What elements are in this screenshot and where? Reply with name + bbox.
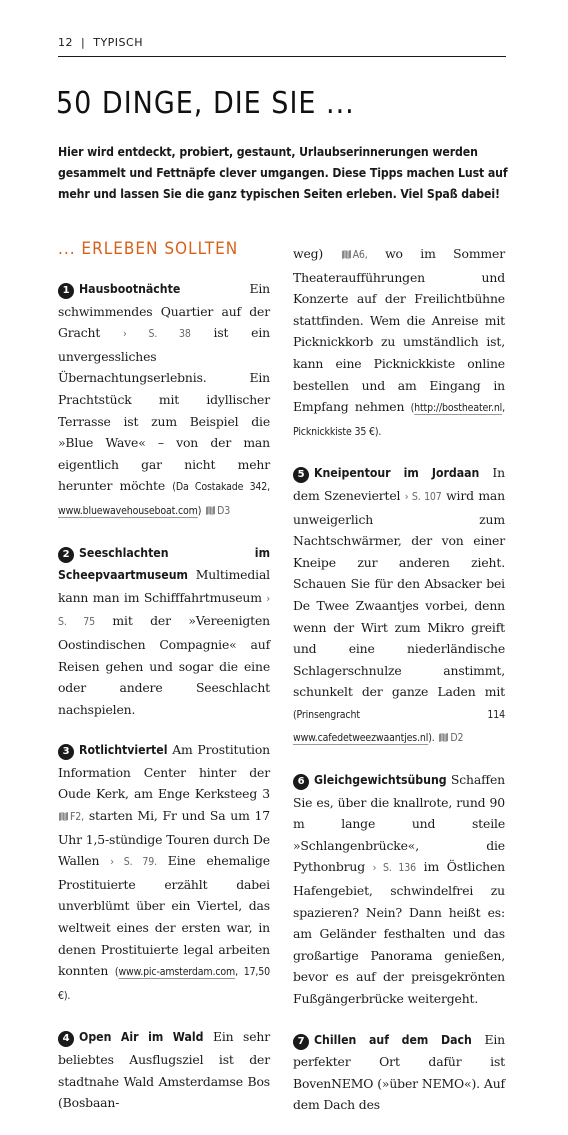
header-separator: | <box>81 36 86 49</box>
running-header <box>58 36 506 49</box>
tip-1 <box>58 278 270 523</box>
number-badge-icon: 4 <box>58 1031 74 1047</box>
map-icon <box>59 812 68 821</box>
number-badge-icon: 2 <box>58 547 74 563</box>
tip-2 <box>58 542 270 721</box>
tip-5 <box>293 462 505 750</box>
number-badge-icon: 1 <box>58 283 74 299</box>
website-link[interactable]: www.bluewavehouseboat.com <box>58 504 198 517</box>
page-reference[interactable]: › S. 75 <box>58 592 270 629</box>
intro-paragraph: Hier wird entdeckt, probiert, gestaunt, Urlaubserinnerungen werden gesammelt und Fettnäpfe clever umgangen. Diese Tipps machen Lust auf mehr und lassen Sie die ganz typischen Seiten erleben. Viel Spaß dabei! <box>58 145 508 201</box>
right-column <box>293 243 505 1135</box>
section-title: ... ERLEBEN SOLLTEN <box>58 239 239 259</box>
tip-title: Gleichgewichtsübung <box>314 773 447 788</box>
tip-text: Ein perfekter Ort dafür ist BovenNEMO (»über NEMO«). Auf dem Dach des <box>293 1031 505 1113</box>
tip-text: wo im Sommer Theateraufführungen und Konzerte auf der Freilichtbühne stattfinden. Wem die Anreise mit Picknickkorb zu umständlich ist, kann eine Picknickkiste online bestellen und am Eingang in Empfang nehmen <box>293 246 505 415</box>
tip-7 <box>293 1029 505 1116</box>
tip-text: starten Mi, Fr und Sa um 17 Uhr 1,5-stündige Touren durch De Wallen <box>58 808 270 869</box>
page-number: 12 <box>58 36 73 49</box>
map-reference: A6, <box>352 249 368 261</box>
tip-text: Eine ehemalige Prostituierte erzählt dabei unverblümt über ein Viertel, das weltweit eines der ersten war, in denen Prostituierte legal arbeiten konnten <box>58 853 270 979</box>
page-reference[interactable]: › S. 38 <box>123 328 191 341</box>
tip-info: ). <box>428 732 435 745</box>
tip-title: Seeschlachten im Scheepvaartmuseum <box>58 545 270 583</box>
map-icon <box>342 250 351 259</box>
map-icon <box>439 733 448 742</box>
tip-text: Schaffen Sie es, über die knallrote, rund 90 m lange und steile »Schlangenbrücke«, die Pythonbrug <box>293 772 505 875</box>
map-icon <box>206 506 215 515</box>
tip-title: Open Air im Wald <box>79 1030 204 1045</box>
tip-text: ist ein unvergessliches Übernachtungserlebnis. Ein Prachtstück mit idyllischer Terrasse ist zum Beispiel die »Blue Wave« – von der man eigentlich gar nicht mehr herunter möchte <box>58 325 270 494</box>
tip-info: , Picknickkiste 35 €). <box>293 402 505 438</box>
tip-text: im Östlichen Hafengebiet, schwindelfrei zu spazieren? Nein? Dann heißt es: am Geländer festhalten und das großartige Panorama genießen, bevor es auf der preisgekrönten Fußgängerbrücke weitergeht. <box>293 859 505 1006</box>
tip-text: wird man unweigerlich zum Nachtschwärmer, der von einer Kneipe zur anderen zieht. Schauen Sie für den Absacker bei De Twee Zwaantjes vorbei, denn wenn der Wirt zum Mikro greift und eine niederländische Schlagerschnulze anstimmt, schunkelt der ganze Laden mit <box>293 487 505 700</box>
left-column <box>58 237 270 1133</box>
tip-6 <box>293 769 505 1010</box>
tip-text: mit der »Vereenigten Oostindischen Compagnie« auf Reisen gehen und sogar die eine oder andere Seeschlacht nachspielen. <box>58 613 271 717</box>
website-link[interactable]: http://bostheater.nl <box>414 402 503 415</box>
website-link[interactable]: www.cafedetweezwaantjes.nl <box>293 732 429 745</box>
tip-4 <box>58 1026 270 1113</box>
tip-title: Chillen auf dem Dach <box>314 1032 472 1047</box>
tip-text: Am Prostitution Information Center hinter der Oude Kerk, am Enge Kerksteeg 3 <box>58 742 270 802</box>
tip-4-continued <box>293 243 505 443</box>
tip-text: In dem Szeneviertel <box>293 465 505 503</box>
map-reference: F2, <box>70 811 84 824</box>
number-badge-icon: 3 <box>58 744 74 760</box>
number-badge-icon: 5 <box>293 467 309 483</box>
number-badge-icon: 7 <box>293 1034 309 1050</box>
tip-title: Kneipentour im Jordaan <box>314 466 480 481</box>
tip-text: Ein schwimmendes Quartier auf der Gracht <box>58 281 270 341</box>
page-reference[interactable]: › S. 107 <box>404 490 442 503</box>
tip-info: (Prinsengracht 114 <box>293 708 505 721</box>
tip-text: Multimedial kann man im Schifffahrtmuseum <box>58 567 270 605</box>
header-rule <box>58 56 506 57</box>
website-link[interactable]: www.pic-amsterdam.com <box>118 966 236 979</box>
tip-info: ( <box>114 966 119 979</box>
tip-3 <box>58 739 270 1007</box>
map-reference: D2 <box>450 732 464 745</box>
tip-text: weg) <box>293 246 324 261</box>
tip-info: , 17,50 €). <box>58 966 270 1002</box>
tip-text: Ein sehr beliebtes Ausflugsziel ist der stadtnahe Wald Amsterdamse Bos (Bosbaan- <box>58 1029 270 1111</box>
page-reference[interactable]: › S. 79. <box>110 856 157 869</box>
tip-info: ( <box>410 402 415 415</box>
tip-title: Rotlichtviertel <box>79 743 168 758</box>
page-reference[interactable]: › S. 136 <box>372 862 416 875</box>
page-title: 50 DINGE, DIE SIE ... <box>56 86 355 121</box>
tip-title: Hausbootnächte <box>79 282 181 296</box>
tip-info: (Da Costakade 342, <box>172 481 270 494</box>
header-section: TYPISCH <box>93 36 143 49</box>
number-badge-icon: 6 <box>293 774 309 790</box>
map-reference: D3 <box>217 504 231 517</box>
tip-info: ) <box>197 504 202 517</box>
